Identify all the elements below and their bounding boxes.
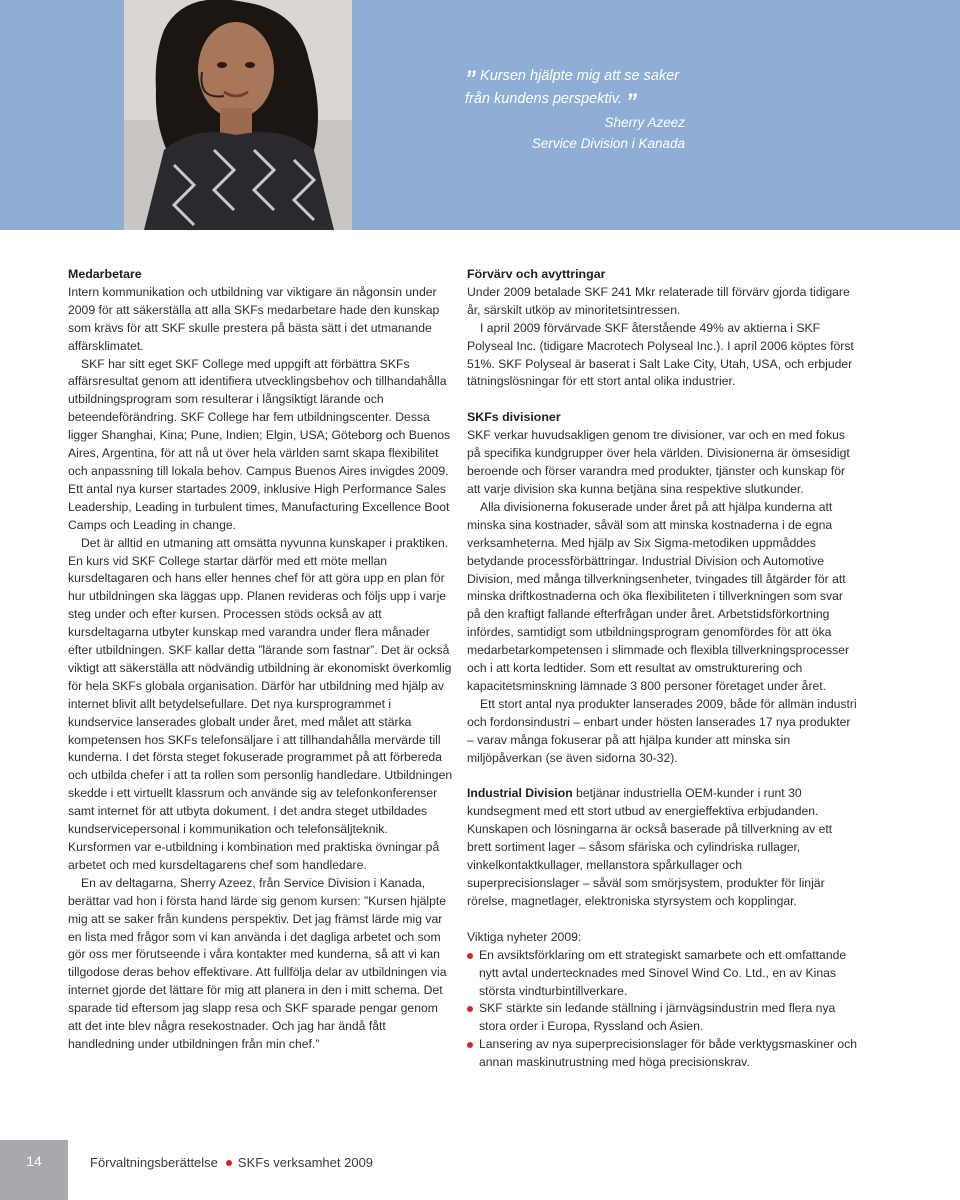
left-column xyxy=(68,266,454,1054)
footer-breadcrumb xyxy=(90,1155,373,1170)
list-item xyxy=(467,1000,857,1036)
industrial-division-text: betjänar industriella OEM-kunder i runt 30 kundsegment med ett stort utbud av energieffektiva erbjudanden. Kunskapen och lösningarna är också baserade på tillverkning av ett brett sortiment lager – såsom sfäriska och cylindriska rullager, vinkelkontaktkullager, mellanstora spårkullager och superprecisionslager – såväl som smörjsystem, produkter för linjär rörelse, magnetlager, elektroniska styrsystem och kopplingar. xyxy=(467,786,833,908)
pull-quote xyxy=(465,66,685,154)
page-number-tab xyxy=(0,1140,68,1200)
paragraph: Intern kommunikation och utbildning var viktigare än någonsin under 2009 för att säkerställa att alla SKFs medarbetare hade den kunskap som krävs för att SKF skulle prestera på bästa sätt i det utmanande affärsklimatet. xyxy=(68,284,440,353)
quote-body: Kursen hjälpte mig att se saker från kundens perspektiv. xyxy=(465,68,680,107)
list-item xyxy=(467,947,857,1001)
bullet-dot-icon xyxy=(467,953,473,959)
page-number: 14 xyxy=(26,1153,42,1169)
list-item-text: Lansering av nya superprecisionslager för både verktygsmaskiner och annan maskinutrustning med höga precisionskrav. xyxy=(479,1037,858,1070)
footer-section: Förvaltningsberättelse xyxy=(90,1155,218,1170)
bullet-dot-icon xyxy=(467,1042,473,1048)
quote-open-mark: ” xyxy=(465,66,476,91)
list-item xyxy=(467,1036,857,1072)
portrait-photo xyxy=(124,0,352,230)
pull-quote-text xyxy=(465,66,685,112)
paragraph: I april 2009 förvärvade SKF återstående 49% av aktierna i SKF Polyseal Inc. (tidigare Macrotech Polyseal Inc.). I april 2006 köptes först 51%. SKF Polyseal är baserat i Salt Lake City, Utah, USA, och erbjuder tätningslösningar för ett stort antal olika industrier. xyxy=(467,320,854,389)
heading-medarbetare: Medarbetare xyxy=(68,267,142,281)
paragraph: Under 2009 betalade SKF 241 Mkr relaterade till förvärv gjorda tidigare år, särskilt utköp av minoritetsintressen. xyxy=(467,284,850,317)
footer-subsection: SKFs verksamhet 2009 xyxy=(237,1155,374,1170)
paragraph: SKF har sitt eget SKF College med uppgift att förbättra SKFs affärsresultat genom att identifiera utvecklingsbehov och tillhandahålla utbildningsprogram som resulterar i långsiktigt lärande och beteendeförändring. SKF College har fem utbildningscenter. Dessa ligger Shanghai, Kina; Pune, Indien; Elgin, USA; Göteborg och Buenos Aires, Argentina, för att nå ut över hela världen samt skapa flexibilitet och anpassning till lokala behov. Campus Buenos Aires invigdes 2009. Ett antal nya kurser startades 2009, inklusive High Performance Sales Leadership, Leading in turbulent times, Manufacturing Excellence Boot Camps och Leading in change. xyxy=(68,356,451,532)
news-intro: Viktiga nyheter 2009: xyxy=(467,929,582,944)
heading-forvarv: Förvärv och avyttringar xyxy=(467,267,606,281)
quote-author-role: Service Division i Kanada xyxy=(531,136,685,151)
portrait-illustration xyxy=(124,0,352,230)
paragraph: Alla divisionerna fokuserade under året på att hjälpa kunderna att minska sina kostnader, såväl som att minska kostnaderna i de egna verksamheterna. Med hjälp av Six Sigma-metodiken uppmåddes betydande processförbättringar. Industrial Division och Automotive Division, med många tillverkningsenheter, tvingades till åtgärder för att minska driftkostnaderna och öka flexibiliteten i tillverkningen som svar på den kraftigt fallande efterfrågan under året. Arbetstidsförkortning infördes, samtidigt som utbildningsprogram genomfördes för att öka medarbetarkompetensen i slimmade och flexibla tillverkningsprocesser och i att korta ledtider. Som ett resultat av omstrukturering och kapacitetsminskning lämnade 3 800 personer företaget under året. xyxy=(467,499,850,693)
paragraph-industrial-division xyxy=(467,785,857,910)
heading-divisioner: SKFs divisioner xyxy=(467,410,561,425)
paragraph: Ett stort antal nya produkter lanserades 2009, både för allmän industri och fordonsindustri – enbart under hösten lanserades 17 nya produkter – varav många fokuserar på att hjälpa kunder att minska sin miljöpåverkan (se även sidorna 30-32). xyxy=(467,696,857,765)
bullet-dot-icon xyxy=(467,1006,473,1012)
news-list xyxy=(467,947,857,1072)
industrial-division-lead: Industrial Division xyxy=(467,786,573,801)
paragraph: Det är alltid en utmaning att omsätta nyvunna kunskaper i praktiken. En kurs vid SKF College startar därför med ett möte mellan kursdeltagaren och hans eller hennes chef för att göra upp en plan för hur utbildningen ska läggas upp. Planen revideras och följs upp i varje steg under och efter kursen. Processen stöds också av att kursdeltagarna utbyter kunskap med varandra under flera månader efter utbildningen. SKF kallar detta ”lärande som fastnar”. Det är också viktigt att säkerställa att nödvändig utbildning är ekonomiskt överkomlig för hela SKFs globala organisation. Därför har utbildning med hjälp av internet blivit allt betydelsefullare. Det nya kursprogrammet i kundservice lanserades globalt under året, med målet att stärka kompetensen hos SKFs telefonsäljare i att tillhandahålla mervärde till kunderna. I det första steget fokuserade programmet på att förbereda och utbilda chefer i att ta rollen som personlig handledare. Utbildningen skedde i ett virtuellt klassrum och använde sig av telefonkonferenser samt internet för att utbyta dokument. I det andra steget utbildades kundservicepersonal i kommunikation och telefonsäljteknik. Kursformen var e-utbildning i kombination med praktiska övningar på arbetet och med kursdeltagarens chef som handledare. xyxy=(68,535,453,872)
list-item-text: SKF stärkte sin ledande ställning i järnvägsindustrin med flera nya stora order i Europa, Ryssland och Asien. xyxy=(479,1001,836,1034)
separator-dot-icon xyxy=(226,1160,232,1166)
right-column xyxy=(467,266,857,1072)
quote-author: Sherry Azeez xyxy=(604,115,685,130)
list-item-text: En avsiktsförklaring om ett strategiskt samarbete och ett omfattande nytt avtal undertecknades med Sinovel Wind Co. Ltd., en av Kinas största vindturbintillverkare. xyxy=(479,947,847,998)
paragraph: SKF verkar huvudsakligen genom tre divisioner, var och en med fokus på specifika kundgrupper över hela världen. Divisionerna är ömsesidigt beroende och förser varandra med produkter, tjänster och kunskap för att varje division ska kunna betjäna sina respektive slutkunder. xyxy=(467,428,850,496)
quote-close-mark: ” xyxy=(625,89,637,114)
paragraph: En av deltagarna, Sherry Azeez, från Service Division i Kanada, berättar vad hon i första hand lärde sig genom kursen: ”Kursen hjälpte mig att se saker från kundens perspektiv. Det jag främst lärde mig var en lista med frågor som vi kan använda i det dagliga arbetet och som gör oss mer förutseende i våra kontakter med kunderna, så att vi kan tillgodose deras behov effektivare. Att fullfölja delar av utbildningen via internet gjorde det lättare för mig att planera in den i mitt schema. Det sparade tid eftersom jag slapp resa och SKF sparade pengar genom att det inte blev några resekostnader. Och jag har ändå fått handledning under utbildningen från min chef.” xyxy=(68,875,447,1051)
